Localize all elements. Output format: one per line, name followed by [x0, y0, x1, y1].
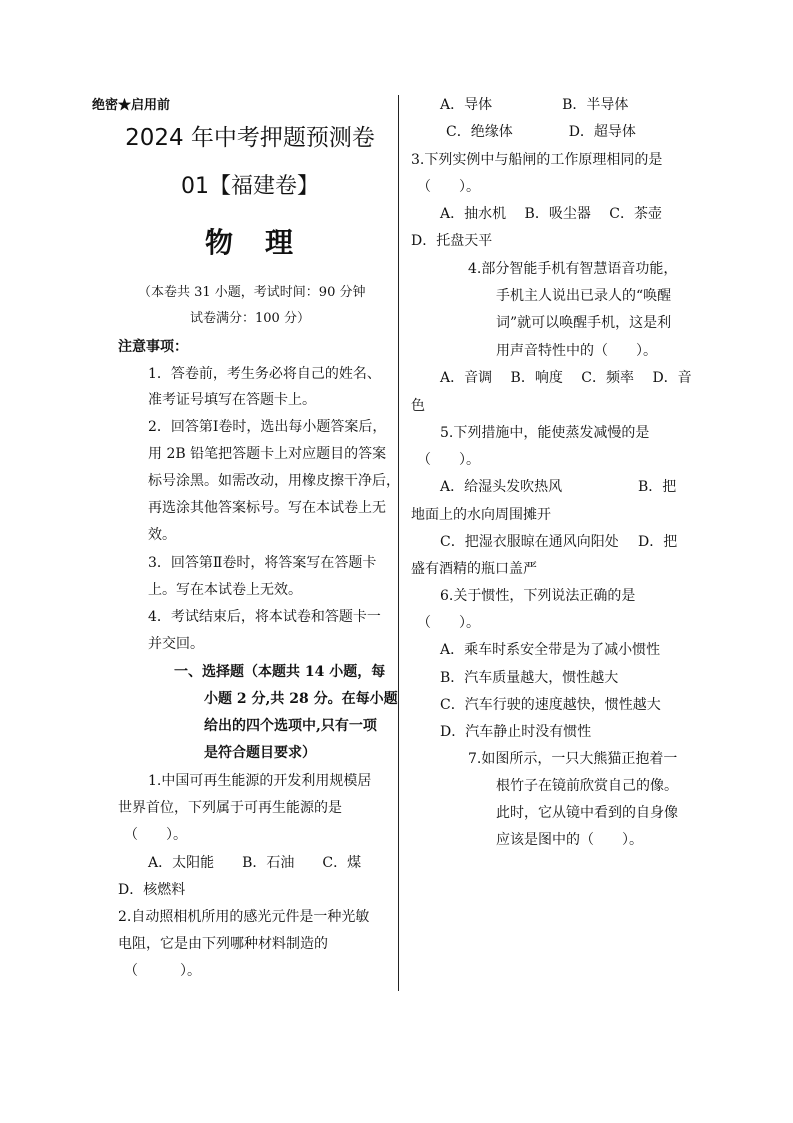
q2-line-3: （ ）。	[124, 963, 201, 979]
q3-line-2: （ ）。	[417, 179, 480, 195]
q2-options-cd: C．绝缘体 D．超导体	[446, 124, 636, 140]
exam-title: 2024 年中考押题预测卷	[125, 125, 375, 151]
q6-option-b: B．汽车质量越大，惯性越大	[440, 670, 619, 686]
q6-line-2: （ ）。	[417, 615, 480, 631]
q5-option-a: A．给湿头发吹热风	[440, 479, 563, 495]
right-column	[400, 0, 793, 1123]
q5-option-d-start: D．把	[638, 534, 678, 550]
q6-option-d: D．汽车静止时没有惯性	[440, 724, 592, 740]
q2-line-1: 2.自动照相机所用的感光元件是一种光敏	[118, 909, 370, 925]
q4-options: A．音调 B．响度 C．频率 D．音	[440, 370, 692, 386]
q3-line-1: 3.下列实例中与船闸的工作原理相同的是	[411, 152, 663, 168]
section-heading-line-1: 一、选择题（本题共 14 小题，每	[174, 664, 386, 680]
q7-line-4: 应该是图中的（ ）。	[496, 832, 643, 848]
q2-line-2: 电阻，它是由下列哪种材料制造的	[118, 936, 328, 952]
q2-options-ab: A．导体 B．半导体	[440, 97, 629, 113]
q4-line-4: 用声音特性中的（ ）。	[496, 343, 657, 359]
q5-line-1: 5.下列措施中，能使蒸发减慢的是	[440, 425, 650, 441]
q7-line-1: 7.如图所示，一只大熊猫正抱着一	[468, 751, 678, 767]
exam-subtitle: 01【福建卷】	[181, 174, 319, 199]
note-2-line-1: 2．回答第Ⅰ卷时，选出每小题答案后，	[148, 419, 387, 435]
q5-option-b-start: B．把	[638, 479, 677, 495]
q5-option-d-continued: 盛有酒精的瓶口盖严	[411, 561, 537, 577]
note-2-line-5: 效。	[148, 527, 176, 543]
q3-option-d: D．托盘天平	[411, 233, 493, 249]
notes-heading: 注意事项：	[118, 339, 188, 355]
q4-options-continued: 色	[411, 398, 425, 414]
q5-line-2: （ ）。	[417, 452, 480, 468]
q4-line-1: 4.部分智能手机有智慧语音功能，	[468, 261, 678, 277]
section-heading-line-2: 小题 2 分,共 28 分。在每小题	[204, 691, 398, 707]
note-2-line-2: 用 2B 铅笔把答题卡上对应题目的答案	[148, 446, 387, 462]
q5-option-b-continued: 地面上的水向周围摊开	[411, 507, 551, 523]
q1-option-d: D．核燃料	[118, 882, 186, 898]
q1-line-1: 1.中国可再生能源的开发利用规模居	[148, 773, 372, 789]
note-3-line-2: 上。写在本试卷上无效。	[148, 582, 302, 598]
section-heading-line-3: 给出的四个选项中,只有一项	[204, 718, 377, 734]
q5-option-c: C．把湿衣服晾在通风向阳处	[440, 534, 619, 550]
confidential-label: 绝密★启用前	[92, 98, 171, 113]
q1-options-abc: A．太阳能 B．石油 C．煤	[148, 855, 362, 871]
note-4-line-1: 4．考试结束后，将本试卷和答题卡一	[148, 609, 381, 625]
section-heading-line-4: 是符合题目要求）	[204, 745, 316, 761]
q7-line-2: 根竹子在镜前欣赏自己的像。	[496, 778, 678, 794]
subject-char-2: 理	[265, 226, 296, 259]
note-3-line-1: 3．回答第Ⅱ卷时，将答案写在答题卡	[148, 555, 377, 571]
q6-line-1: 6.关于惯性，下列说法正确的是	[440, 588, 636, 604]
exam-info-line-2: 试卷满分：100 分）	[190, 311, 310, 326]
q4-line-3: 词”就可以唤醒手机，这是利	[496, 315, 672, 331]
q1-line-2: 世界首位，下列属于可再生能源的是	[118, 800, 342, 816]
q7-line-3: 此时，它从镜中看到的自身像	[496, 805, 678, 821]
q6-option-c: C．汽车行驶的速度越快，惯性越大	[440, 697, 661, 713]
note-2-line-4: 再选涂其他答案标号。写在本试卷上无	[148, 500, 386, 516]
q1-line-3: （ ）。	[124, 827, 187, 843]
note-2-line-3: 标号涂黑。如需改动，用橡皮擦干净后，	[148, 473, 400, 489]
exam-info-line-1: （本卷共 31 小题，考试时间：90 分钟	[138, 285, 366, 300]
note-1-line-1: 1．答卷前，考生务必将自己的姓名、	[148, 366, 381, 382]
q6-option-a: A．乘车时系安全带是为了减小惯性	[440, 642, 661, 658]
note-4-line-2: 并交回。	[148, 636, 204, 652]
q4-line-2: 手机主人说出已录人的“唤醒	[496, 288, 672, 304]
q3-options-abc: A．抽水机 B．吸尘器 C．茶壶	[440, 206, 663, 222]
note-1-line-2: 准考证号填写在答题卡上。	[148, 392, 316, 408]
subject-char-1: 物	[204, 226, 235, 259]
